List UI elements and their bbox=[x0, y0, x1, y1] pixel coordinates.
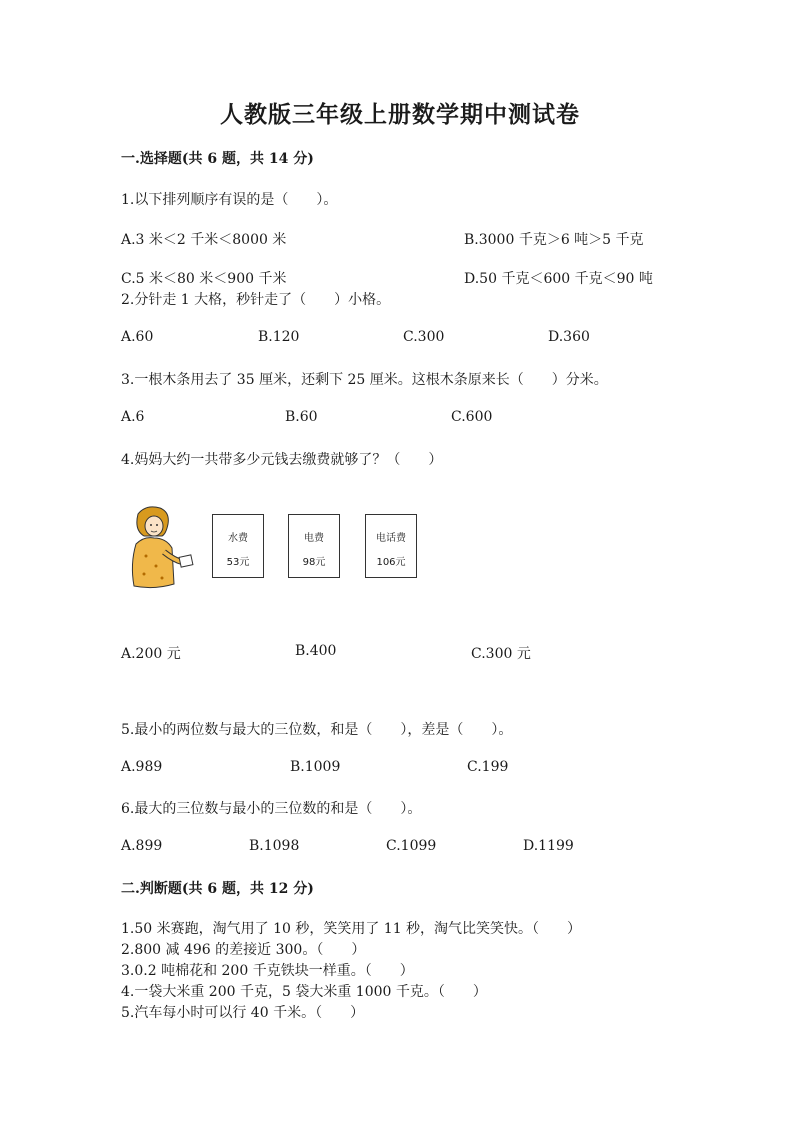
question-5-option-b: B.1009 bbox=[290, 759, 341, 775]
mother-illustration bbox=[124, 504, 194, 592]
judgement-item: 2.800 减 496 的差接近 300。（ ） bbox=[121, 942, 366, 958]
page-title: 人教版三年级上册数学期中测试卷 bbox=[220, 101, 580, 128]
question-2-option-d: D.360 bbox=[548, 329, 590, 345]
question-4-option-c: C.300 元 bbox=[471, 646, 531, 662]
question-4-stem: 4.妈妈大约一共带多少元钱去缴费就够了？（ ） bbox=[121, 452, 443, 468]
bill-electricity-amount: 98元 bbox=[302, 557, 326, 568]
judgement-item: 3.0.2 吨棉花和 200 千克铁块一样重。（ ） bbox=[121, 963, 414, 979]
section-heading-choice: 一.选择题(共 6 题，共 14 分) bbox=[121, 151, 314, 167]
bill-water-amount: 53元 bbox=[226, 557, 250, 568]
question-6-option-b: B.1098 bbox=[249, 838, 300, 854]
question-1-option-a: A.3 米＜2 千米＜8000 米 bbox=[121, 232, 287, 248]
question-3-option-b: B.60 bbox=[285, 409, 318, 425]
bill-water-label: 水费 bbox=[228, 533, 248, 544]
bill-phone bbox=[365, 514, 417, 578]
question-2-option-c: C.300 bbox=[403, 329, 445, 345]
question-2-option-b: B.120 bbox=[258, 329, 300, 345]
question-1-option-b: B.3000 千克＞6 吨＞5 千克 bbox=[464, 232, 644, 248]
judgement-item: 4.一袋大米重 200 千克，5 袋大米重 1000 千克。（ ） bbox=[121, 984, 487, 1000]
question-1-stem: 1.以下排列顺序有误的是（ ）。 bbox=[121, 192, 338, 208]
question-3-option-c: C.600 bbox=[451, 409, 493, 425]
question-2-stem: 2.分针走 1 大格，秒针走了（ ）小格。 bbox=[121, 292, 391, 308]
question-5-option-a: A.989 bbox=[121, 759, 163, 775]
question-1-option-d: D.50 千克＜600 千克＜90 吨 bbox=[464, 271, 653, 287]
question-4-option-a: A.200 元 bbox=[121, 646, 181, 662]
question-6-stem: 6.最大的三位数与最小的三位数的和是（ ）。 bbox=[121, 801, 422, 817]
bill-phone-label: 电话费 bbox=[376, 533, 406, 544]
bill-water bbox=[212, 514, 264, 578]
question-5-stem: 5.最小的两位数与最大的三位数，和是（ ），差是（ ）。 bbox=[121, 722, 513, 738]
question-6-option-d: D.1199 bbox=[523, 838, 574, 854]
question-3-stem: 3.一根木条用去了 35 厘米，还剩下 25 厘米。这根木条原来长（ ）分米。 bbox=[121, 372, 608, 388]
question-3-option-a: A.6 bbox=[121, 409, 145, 425]
question-4-option-b: B.400 bbox=[295, 643, 337, 659]
question-5-option-c: C.199 bbox=[467, 759, 509, 775]
section-heading-judgement: 二.判断题(共 6 题，共 12 分) bbox=[121, 881, 314, 897]
bill-electricity bbox=[288, 514, 340, 578]
question-1-option-c: C.5 米＜80 米＜900 千米 bbox=[121, 271, 287, 287]
question-6-option-a: A.899 bbox=[121, 838, 163, 854]
judgement-item: 5.汽车每小时可以行 40 千米。（ ） bbox=[121, 1005, 365, 1021]
question-6-option-c: C.1099 bbox=[386, 838, 437, 854]
bill-electricity-label: 电费 bbox=[304, 533, 324, 544]
judgement-item: 1.50 米赛跑，淘气用了 10 秒，笑笑用了 11 秒，淘气比笑笑快。（ ） bbox=[121, 921, 582, 937]
bill-phone-amount: 106元 bbox=[376, 557, 406, 568]
question-2-option-a: A.60 bbox=[121, 329, 154, 345]
